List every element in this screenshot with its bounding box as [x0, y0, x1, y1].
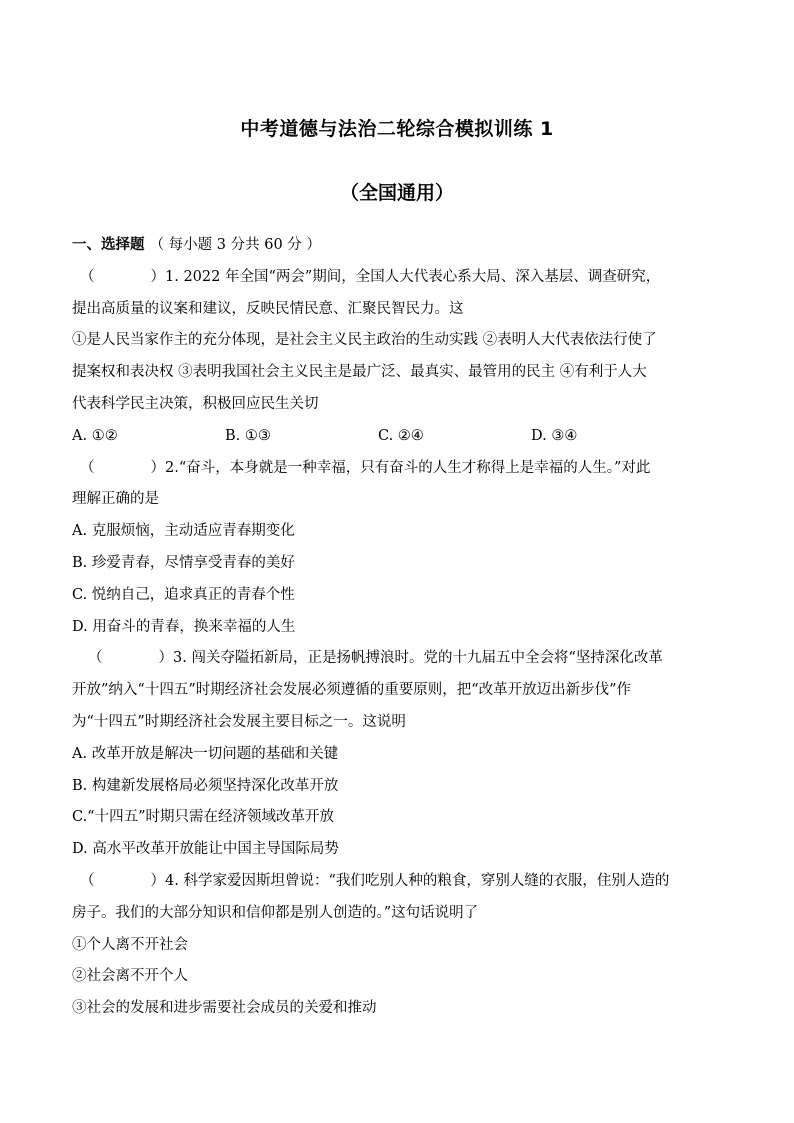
- question-2-stem: [72, 453, 724, 485]
- option-b: B. 构建新发展格局必须坚持深化改革开放: [72, 777, 339, 794]
- question-3-stem-cont: 为“十四五”时期经济社会发展主要目标之一。这说明: [72, 713, 406, 730]
- section-heading: [72, 230, 724, 262]
- option-a: A. ①②: [72, 427, 118, 444]
- page-title: 中考道德与法治二轮综合模拟训练 1: [240, 118, 554, 140]
- section-note: （ 每小题 3 分共 60 分 ）: [149, 237, 321, 253]
- question-4-statement: ③社会的发展和进步需要社会成员的关爱和推动: [72, 1000, 377, 1017]
- question-1-text: ）1. 2022 年全国“两会”期间，全国人大代表心系大局、深入基层、调查研究，: [150, 268, 661, 285]
- question-2-stem-cont: 理解正确的是: [72, 491, 159, 508]
- answer-paren-open: （: [80, 872, 95, 889]
- option-c: C.“十四五”时期只需在经济领域改革开放: [72, 809, 335, 826]
- question-4-stem-cont: 房子。我们的大部分知识和信仰都是别人创造的。”这句话说明了: [72, 904, 479, 921]
- option-b: B. 珍爱青春，尽情享受青春的美好: [72, 554, 295, 571]
- question-4-statement: ①个人离不开社会: [72, 936, 188, 953]
- option-c: C. ②④: [378, 427, 424, 444]
- question-4-text: ）4. 科学家爱因斯坦曾说：“我们吃别人种的粮食，穿别人缝的衣服，住别人造的: [150, 872, 670, 889]
- option-d: D. ③④: [531, 427, 578, 444]
- question-1-stem: [72, 262, 724, 294]
- question-1-statement: 提案权和表决权 ③表明我国社会主义民主是最广泛、最真实、最管用的民主 ④有利于人大: [72, 364, 647, 381]
- answer-paren-open: （: [80, 459, 95, 476]
- option-d: D. 用奋斗的青春，换来幸福的人生: [72, 618, 296, 635]
- option-a: A. 克服烦恼，主动适应青春期变化: [72, 523, 295, 540]
- question-4-statement: ②社会离不开个人: [72, 968, 188, 985]
- section-title: 一、选择题: [72, 237, 145, 253]
- question-1-options: [72, 421, 724, 453]
- exam-content: [72, 230, 724, 1025]
- answer-paren-open: （: [88, 650, 103, 667]
- question-3-stem: [72, 643, 724, 675]
- answer-paren-open: （: [80, 268, 95, 285]
- question-2-text: ）2.“奋斗，本身就是一种幸福，只有奋斗的人生才称得上是幸福的人生。”对此: [150, 459, 651, 476]
- question-3-text: ）3. 闯关夺隘拓新局，正是扬帆搏浪时。党的十九届五中全会将“坚持深化改革: [158, 650, 663, 667]
- option-c: C. 悦纳自己，追求真正的青春个性: [72, 586, 295, 603]
- option-d: D. 高水平改革开放能让中国主导国际局势: [72, 841, 339, 858]
- question-1-stem-cont: 提出高质量的议案和建议，反映民情民意、汇聚民智民力。这: [72, 300, 464, 317]
- option-a: A. 改革开放是解决一切问题的基础和关键: [72, 745, 339, 762]
- question-1-statement: 代表科学民主决策，积极回应民生关切: [72, 395, 319, 412]
- question-4-stem: [72, 866, 724, 898]
- page-subtitle: （全国通用）: [339, 182, 454, 204]
- question-1-statement: ①是人民当家作主的充分体现，是社会主义民主政治的生动实践 ②表明人大代表依法行使了: [72, 332, 657, 349]
- option-b: B. ①③: [225, 427, 271, 444]
- question-3-stem-cont: 开放”纳入“十四五”时期经济社会发展必须遵循的重要原则，把“改革开放迈出新步伐”作: [72, 682, 632, 699]
